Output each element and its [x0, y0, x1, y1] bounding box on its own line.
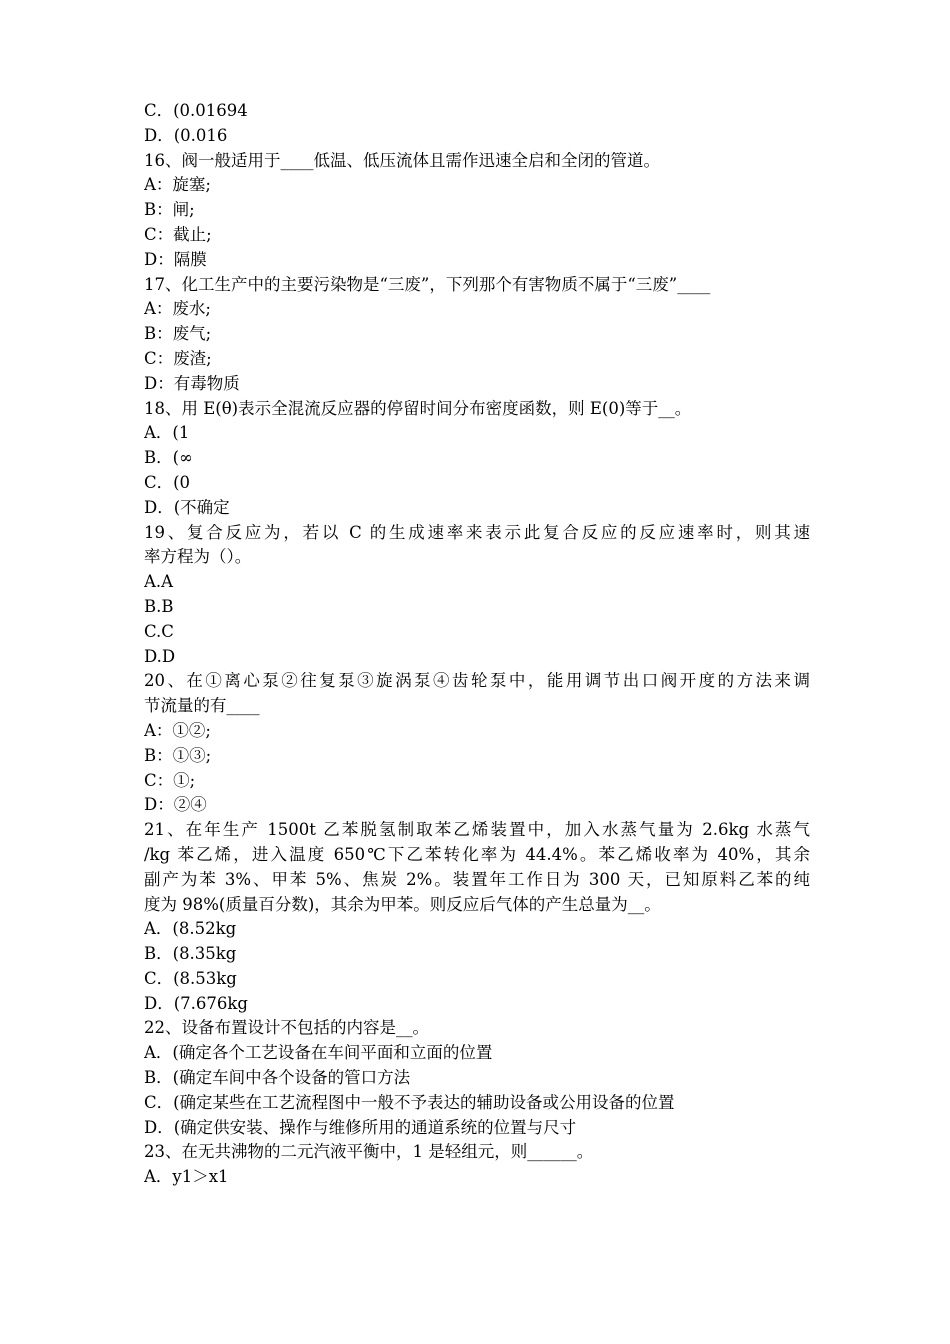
option-line: D：隔膜 [144, 249, 207, 269]
option-line: A．y1＞x1 [144, 1167, 229, 1187]
option-line: D．(不确定 [144, 497, 230, 517]
question-21: 21、在年生产 1500t 乙苯脱氢制取苯乙烯装置中，加入水蒸气量为 2.6kg 水蒸气 [144, 820, 810, 840]
question-20-cont: 节流量的有____ [144, 696, 260, 716]
option-line: C：废渣; [144, 348, 212, 368]
option-line: C．(确定某些在工艺流程图中一般不予表达的辅助设备或公用设备的位置 [144, 1092, 675, 1112]
option-line: B：闸; [144, 200, 195, 220]
question-19-cont: 率方程为（）。 [144, 547, 252, 567]
option-line: C．(0 [144, 472, 191, 492]
option-line: D：有毒物质 [144, 373, 240, 393]
question-22: 22、设备布置设计不包括的内容是__。 [144, 1018, 429, 1038]
option-line: C．(8.53kg [144, 968, 237, 988]
text-line: D．(0.016 [144, 125, 228, 145]
option-line: D.D [144, 646, 176, 666]
option-line: B．(8.35kg [144, 944, 237, 964]
option-line: C：①; [144, 770, 196, 790]
option-line: A．(确定各个工艺设备在车间平面和立面的位置 [144, 1043, 493, 1063]
option-line: D：②④ [144, 795, 207, 815]
question-20: 20、在①离心泵②往复泵③旋涡泵④齿轮泵中，能用调节出口阀开度的方法来调 [144, 671, 810, 691]
option-line: B：废气; [144, 324, 212, 344]
question-18: 18、用 E(θ)表示全混流反应器的停留时间分布密度函数，则 E(0)等于__。 [144, 398, 692, 418]
option-line: D．(7.676kg [144, 993, 248, 1013]
option-line: A.A [144, 572, 174, 592]
question-23: 23、在无共沸物的二元汽液平衡中，1 是轻组元，则______。 [144, 1142, 594, 1162]
option-line: B：①③; [144, 745, 212, 765]
option-line: C：截止; [144, 224, 212, 244]
question-19: 19、复合反应为，若以 C 的生成速率来表示此复合反应的反应速率时，则其速 [144, 522, 810, 542]
question-16: 16、阀一般适用于____低温、低压流体且需作迅速全启和全闭的管道。 [144, 150, 660, 170]
option-line: A：旋塞; [144, 175, 211, 195]
option-line: A．(8.52kg [144, 919, 237, 939]
document-body [144, 99, 810, 1190]
question-17: 17、化工生产中的主要污染物是“三废”，下列那个有害物质不属于“三废”____ [144, 274, 711, 294]
text-line: C．(0.01694 [144, 101, 248, 120]
question-21-cont: /kg 苯乙烯，进入温度 650℃下乙苯转化率为 44.4%。苯乙烯收率为 40%，其余 [144, 844, 810, 864]
question-21-cont: 度为 98%(质量百分数)，其余为甲苯。则反应后气体的产生总量为__。 [144, 894, 661, 914]
option-line: D．(确定供安装、操作与维修所用的通道系统的位置与尺寸 [144, 1117, 577, 1137]
option-line: B.B [144, 596, 174, 616]
option-line: A．(1 [144, 423, 190, 443]
option-line: A：废水; [144, 299, 211, 319]
option-line: B．(∞ [144, 448, 193, 468]
option-line: C.C [144, 621, 174, 641]
option-line: A：①②; [144, 720, 211, 740]
question-21-cont: 副产为苯 3%、甲苯 5%、焦炭 2%。装置年工作日为 300 天，已知原料乙苯的纯 [144, 869, 810, 889]
option-line: B．(确定车间中各个设备的管口方法 [144, 1068, 411, 1088]
